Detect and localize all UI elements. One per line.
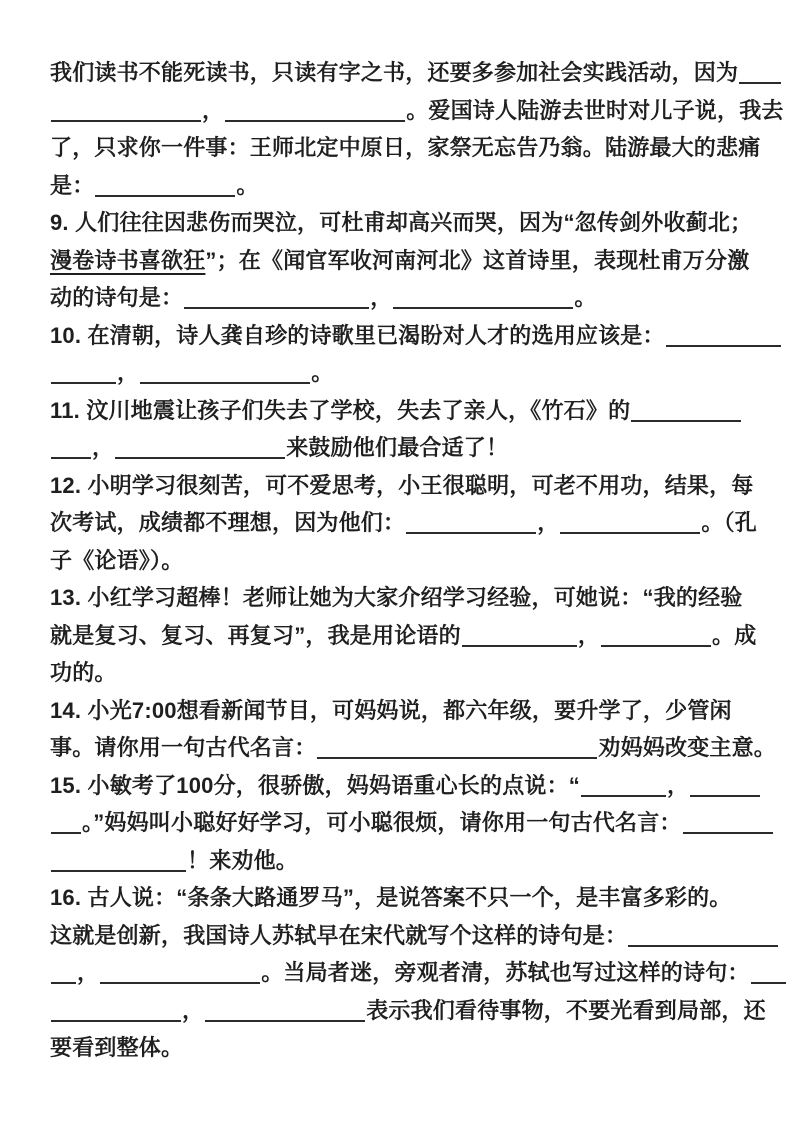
blank-line bbox=[51, 1008, 181, 1022]
text-run: 就是复习、复习、再复习”，我是用论语的 bbox=[50, 622, 461, 648]
text-run: ， bbox=[577, 622, 601, 648]
blank-line bbox=[393, 295, 573, 309]
text-run: 是： bbox=[50, 172, 95, 198]
text-run: 。 bbox=[311, 360, 334, 385]
text-run: 11. 汶川地震让孩子们失去了学校，失去了亲人，《竹石》的 bbox=[50, 397, 631, 423]
blank-line bbox=[95, 183, 235, 197]
blank-line bbox=[51, 970, 76, 984]
text-run: 事。请你用一句古代名言： bbox=[50, 735, 317, 760]
blank-line bbox=[601, 633, 711, 647]
text-run: 我们读书不能死读书，只读有字之书，还要多参加社会实践活动，因为 bbox=[50, 60, 739, 85]
text-line bbox=[50, 392, 779, 430]
blank-line bbox=[406, 520, 536, 534]
text-run: ”；在《闻官军收河南河北》这首诗里，表现杜甫万分激 bbox=[205, 247, 750, 273]
text-line bbox=[50, 467, 779, 505]
blank-line bbox=[225, 108, 405, 122]
text-run: ， bbox=[117, 360, 140, 385]
blank-line bbox=[100, 970, 260, 984]
blank-line bbox=[666, 333, 781, 347]
blank-line bbox=[581, 783, 666, 797]
blank-line bbox=[739, 70, 781, 84]
text-line bbox=[50, 504, 779, 542]
text-line bbox=[50, 279, 779, 317]
text-run: ！来劝他。 bbox=[187, 847, 299, 873]
text-run: 子《论语》）。 bbox=[50, 547, 184, 573]
blank-line bbox=[628, 933, 778, 947]
text-line bbox=[50, 429, 779, 467]
text-run: 。爱国诗人陆游去世时对儿子说，我去 bbox=[406, 97, 784, 123]
text-run: ， bbox=[77, 960, 100, 985]
text-line bbox=[50, 654, 779, 692]
text-line bbox=[50, 579, 779, 617]
text-run: 了，只求你一件事：王师北定中原日，家祭无忘告乃翁。陆游最大的悲痛 bbox=[50, 135, 761, 160]
text-line bbox=[50, 879, 779, 917]
blank-line bbox=[751, 970, 786, 984]
text-run: 要看到整体。 bbox=[50, 1035, 184, 1060]
text-line bbox=[50, 729, 779, 767]
text-line bbox=[50, 804, 779, 842]
text-run: 动的诗句是： bbox=[50, 285, 184, 310]
text-line bbox=[50, 767, 779, 805]
text-line bbox=[50, 917, 779, 955]
text-run: 13. 小红学习超棒！老师让她为大家介绍学习经验，可她说：“我的经验 bbox=[50, 585, 743, 610]
blank-line bbox=[205, 1008, 365, 1022]
blank-line bbox=[140, 370, 310, 384]
text-line bbox=[50, 617, 779, 655]
text-run: ， bbox=[537, 510, 560, 535]
text-run: 。”妈妈叫小聪好好学习，可小聪很烦，请你用一句古代名言： bbox=[82, 810, 682, 835]
text-line bbox=[50, 204, 779, 242]
text-line bbox=[50, 954, 779, 992]
blank-line bbox=[51, 858, 186, 872]
blank-line bbox=[317, 745, 597, 759]
text-run: 10. 在清朝，诗人龚自珍的诗歌里已渴盼对人才的选用应该是： bbox=[50, 322, 665, 348]
text-run: 9. 人们往往因悲伤而哭泣，可杜甫却高兴而哭，因为“忽传剑外收蓟北； bbox=[50, 210, 753, 235]
text-line bbox=[50, 354, 779, 392]
text-line bbox=[50, 167, 779, 205]
blank-line bbox=[51, 370, 116, 384]
text-line bbox=[50, 317, 779, 355]
text-run: ， bbox=[667, 772, 690, 798]
blank-line bbox=[683, 820, 773, 834]
blank-line bbox=[462, 633, 577, 647]
text-run: 表示我们看待事物，不要光看到局部，还 bbox=[366, 997, 766, 1023]
text-run: ， bbox=[182, 997, 205, 1023]
text-line bbox=[50, 129, 779, 167]
blank-line bbox=[560, 520, 700, 534]
text-line bbox=[50, 992, 779, 1030]
blank-line bbox=[631, 408, 741, 422]
text-run: ， bbox=[370, 285, 393, 310]
text-run: 16. 古人说：“条条大路通罗马”，是说答案不只一个，是丰富多彩的。 bbox=[50, 885, 732, 910]
text-run: ， bbox=[92, 435, 115, 460]
text-line bbox=[50, 842, 779, 880]
text-run: 来鼓励他们最合适了！ bbox=[286, 435, 509, 460]
text-run: ， bbox=[202, 97, 225, 123]
blank-line bbox=[690, 783, 760, 797]
blank-line bbox=[51, 445, 91, 459]
text-run: 次考试，成绩都不理想，因为他们： bbox=[50, 510, 406, 535]
text-run: 劝妈妈改变主意。 bbox=[598, 735, 777, 760]
text-run: 15. 小敏考了100分，很骄傲，妈妈语重心长的点说：“ bbox=[50, 772, 581, 798]
text-line bbox=[50, 54, 779, 92]
text-run: 12. 小明学习很刻苦，可不爱思考，小王很聪明，可老不用功，结果，每 bbox=[50, 472, 754, 498]
text-line bbox=[50, 242, 779, 280]
text-run: 。 bbox=[574, 285, 597, 310]
text-run: 这就是创新，我国诗人苏轼早在宋代就写个这样的诗句是： bbox=[50, 922, 628, 948]
text-line bbox=[50, 692, 779, 730]
blank-line bbox=[184, 295, 369, 309]
blank-line bbox=[51, 108, 201, 122]
text-run: 。 bbox=[236, 172, 259, 198]
text-run: 。（孔 bbox=[701, 510, 758, 535]
text-run: 14. 小光7:00想看新闻节目，可妈妈说，都六年级，要升学了，少管闲 bbox=[50, 697, 732, 723]
text-line bbox=[50, 92, 784, 130]
text-line bbox=[50, 542, 779, 580]
blank-line bbox=[51, 820, 81, 834]
text-line bbox=[50, 1029, 779, 1067]
blank-line bbox=[115, 445, 285, 459]
text-run: 功的。 bbox=[50, 660, 117, 685]
text-run: 。成 bbox=[712, 622, 757, 648]
underlined-text: 漫卷诗书喜欲狂 bbox=[50, 247, 206, 273]
text-run: 。当局者迷，旁观者清，苏轼也写过这样的诗句： bbox=[261, 960, 750, 985]
